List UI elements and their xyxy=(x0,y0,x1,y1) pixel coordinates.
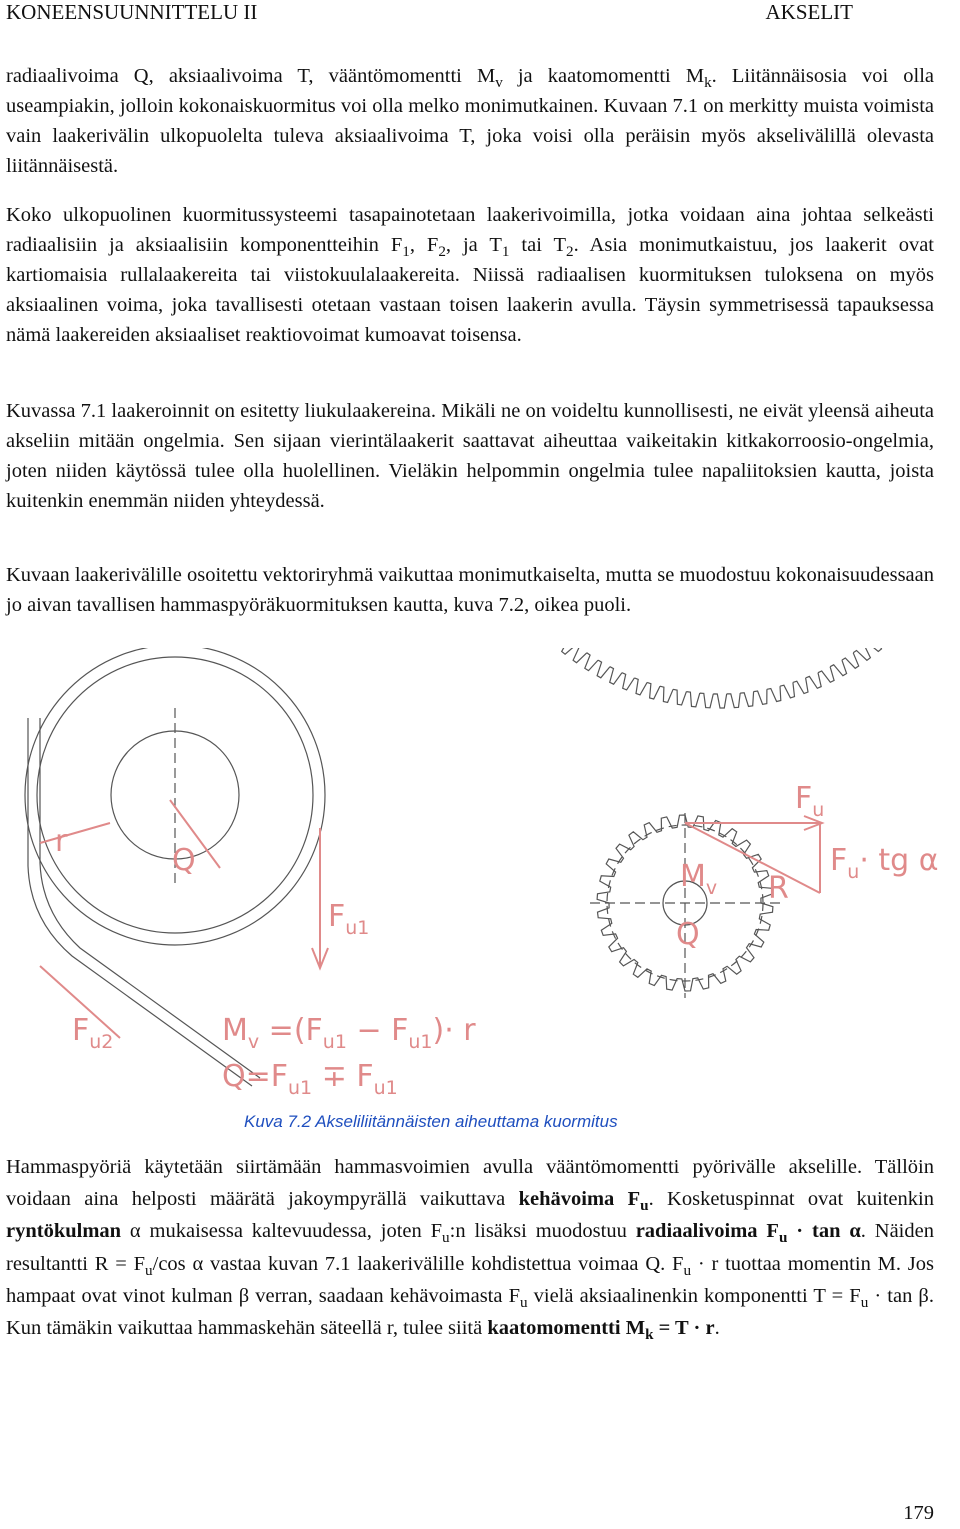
label-fu-tg-alpha: $F_u\cdot$ tg α xyxy=(830,843,939,883)
label-q-right: Q xyxy=(676,917,700,952)
label-mv: $M_v$ xyxy=(680,859,718,899)
label-r: r xyxy=(55,824,68,859)
label-fu: $F_u$ xyxy=(795,781,825,821)
pulley-hub-circle xyxy=(111,731,239,859)
figure-7-2 xyxy=(0,648,960,1108)
figure-caption: Kuva 7.2 Akseliliitännäisten aiheuttama kuormitus xyxy=(244,1112,618,1131)
paragraph-5: Hammaspyöriä käytetään siirtämään hammasvoimien avulla vääntömomentti pyörivälle akselille. Tällöin voidaan aina helposti määrätä jakoympyrällä vaikuttava kehävoima $F_u$. Kosketuspinnat ovat kuitenkin ryntökulman α mukaisessa kaltevuudessa, joten $F_u:n$ lisäksi muodostuu radiaalivoima $F_u \cdot \tan \alpha$. Näiden resultantti $R = F_u/\cos$ α vastaa kuvan 7.1 laakerivälille kohdistettua voimaa Q. $F_u \cdot r$ tuottaa momentin M. Jos hampaat ovat vinot kulman β verran, saadaan kehävoimasta $F_u$ vielä aksiaalinenkin komponentti $T = F_u \cdot \tan \beta$. Kun tämäkin vaikuttaa hammaskehän säteellä r, tulee siitä kaatomomentti $M_k = T \cdot r$. xyxy=(6,1156,934,1343)
header-left: KONEENSUUNNITTELU II xyxy=(6,0,258,24)
label-q-left: Q xyxy=(172,843,196,878)
radius-line xyxy=(40,823,110,843)
page-number: 179 xyxy=(903,1502,934,1524)
pulley-arrows xyxy=(40,800,328,1038)
equation-mv: $M_v =(F_{u1} - F_{u1})\cdot r$ xyxy=(222,1013,476,1053)
label-fu1: $F_{u1}$ xyxy=(328,899,370,939)
equation-q: $Q=F_{u1} \mp F_{u1}$ xyxy=(222,1059,398,1099)
belt-right-strand xyxy=(28,718,252,1086)
label-r-resultant: R xyxy=(768,871,789,906)
paragraph-2: Koko ulkopuolinen kuormitussysteemi tasapainotetaan laakerivoimilla, jotka voidaan aina johtaa selkeästi radiaalisiin ja aksiaalisiin komponentteihin $F_1$, $F_2$, ja $T_1$ tai $T_2$. Asia monimutkaistuu, jos laakerit ovat kartiomaisia rullalaakereita tai viistokuulalaakereita. Niissä radiaalisen kuormituksen tuloksena on myös aksiaalinen voima, joka tavallisesti otetaan vastaan toisen laakerin avulla. Täysin symmetrisessä tapauksessa nämä laakereiden aksiaaliset reaktiovoimat kumoavat toisensa. xyxy=(6,204,934,346)
label-fu2: $F_{u2}$ xyxy=(72,1013,114,1053)
paragraph-4: Kuvaan laakerivälille osoitettu vektoriryhmä vaikuttaa monimutkaiselta, mutta se muodostuu kokonaisuudessaan jo aivan tavallisen hammaspyöräkuormituksen kautta, kuva 7.2, oikea puoli. xyxy=(6,564,934,616)
pulley-inner-circle xyxy=(37,657,313,933)
paragraph-3: Kuvassa 7.1 laakeroinnit on esitetty liukulaakereina. Mikäli ne on voideltu kunnollisesti, ne eivät yleensä aiheuta akseliin mitään ongelmia. Sen sijaan vierintälaakerit saattavat aiheuttaa vaikeitakin kitkakorroosio-ongelmia, joten niiden käytössä tulee olla huolellinen. Vieläkin helpommin ongelmia tulee napaliitoksien kautta, joista kuitenkin enemmän niiden yhteydessä. xyxy=(6,400,934,512)
header-right: AKSELIT xyxy=(765,0,853,24)
pulley-outer-circle xyxy=(25,648,325,945)
paragraph-1: radiaalivoima Q, aksiaalivoima T, vääntömomentti $M_v$ ja kaatomomentti $M_k$. Liitännäisosia voi olla useampiakin, jolloin kokonaiskuormitus voi olla melko monimutkainen. Kuvaan 7.1 on merkitty muista voimista vain laakerivälin ulkopuolelta tuleva aksiaalivoima T, joka voisi olla peräisin myös akselivälillä olevasta liitännäisestä. xyxy=(6,65,934,177)
large-gear-outline xyxy=(482,648,949,708)
